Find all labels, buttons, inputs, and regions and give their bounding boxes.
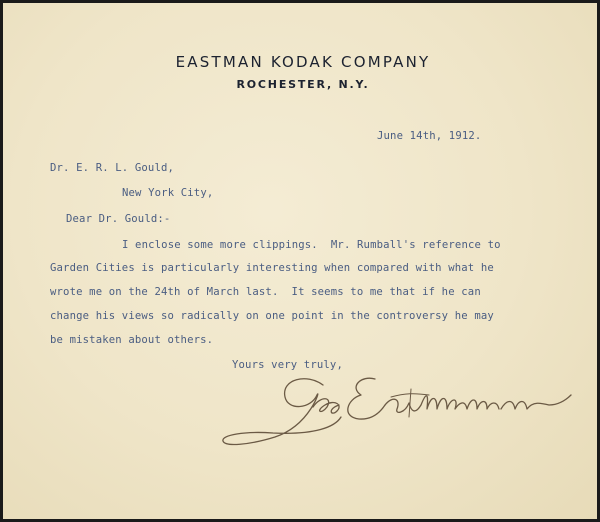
addressee-name: Dr. E. R. L. Gould, (50, 162, 175, 174)
letterhead-company: EASTMAN KODAK COMPANY (175, 53, 431, 71)
signature (215, 365, 585, 465)
salutation: Dear Dr. Gould:- (66, 213, 171, 225)
body-line: wrote me on the 24th of March last. It seems to me that if he can (50, 286, 481, 298)
body-line: Garden Cities is particularly interesting when compared with what he (50, 262, 494, 274)
body-line: be mistaken about others. (50, 334, 214, 346)
closing: Yours very truly, (232, 359, 343, 371)
addressee-city: New York City, (122, 187, 214, 199)
body-line: change his views so radically on one point in the controversy he may (50, 310, 494, 322)
letterhead-city: ROCHESTER, N.Y. (236, 78, 370, 91)
letter-date: June 14th, 1912. (377, 130, 482, 142)
body-line: I enclose some more clippings. Mr. Rumball's reference to (122, 239, 501, 251)
